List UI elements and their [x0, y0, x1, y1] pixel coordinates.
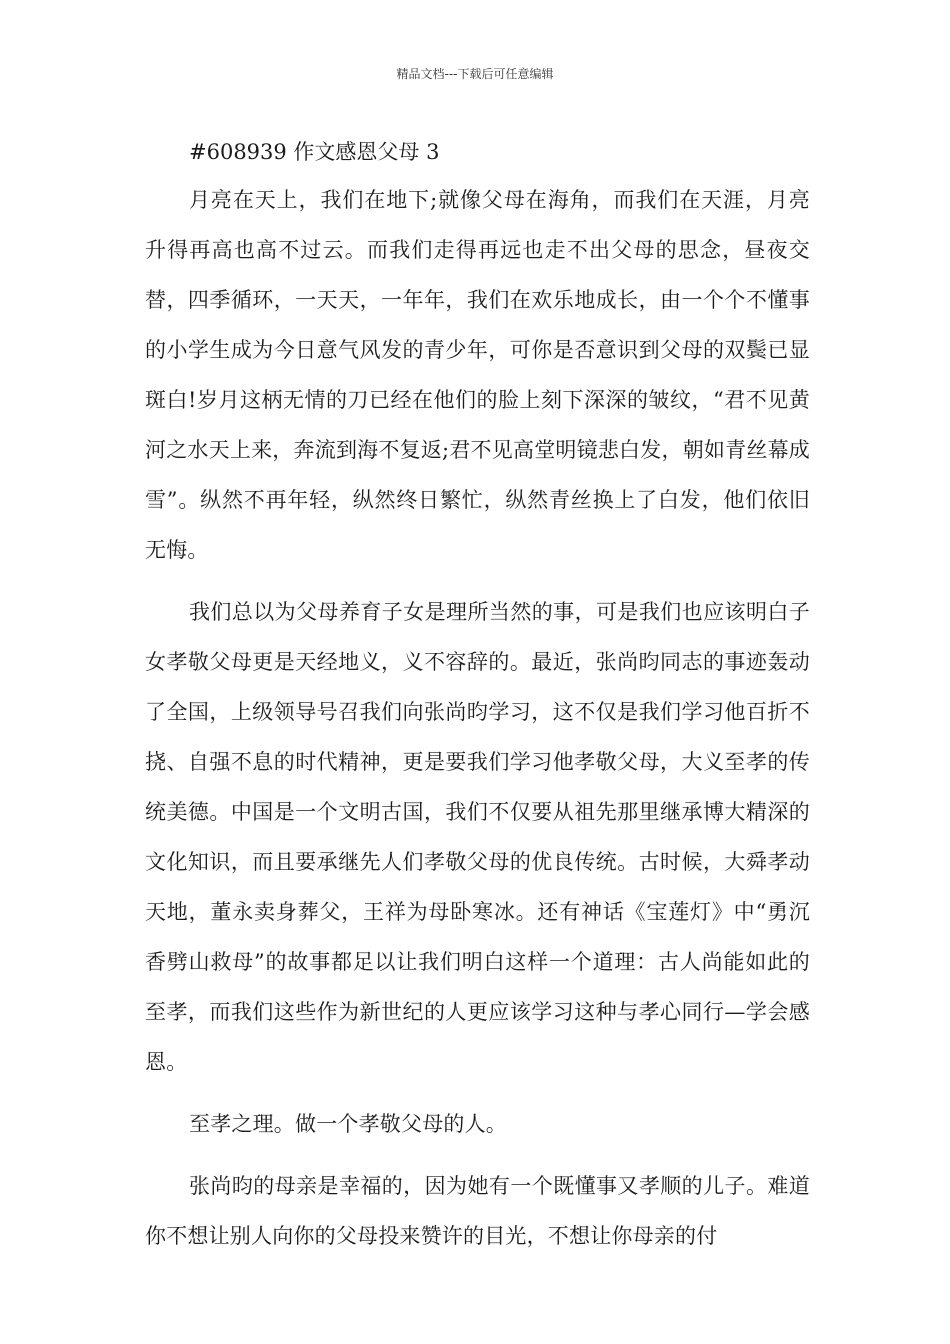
essay-title: #608939 作文感恩父母 3	[189, 140, 440, 164]
document-body	[145, 133, 810, 1261]
paragraph-3: 至孝之理。做一个孝敬父母的人。	[189, 1112, 507, 1136]
page-header: 精品文档---下载后可任意编辑	[396, 67, 554, 81]
paragraph-1: 月亮在天上，我们在地下;就像父母在海角，而我们在天涯，月亮升得再高也高不过云。而我们走得再远也走不出父母的思念，昼夜交替，四季循环，一天天，一年年，我们在欢乐地成长，由一个个不懂事的小学生成为今日意气风发的青少年，可你是否意识到父母的双鬓已显斑白!岁月这柄无情的刀已经在他们的脸上刻下深深的皱纹，“君不见黄河之水天上来，奔流到海不复返;君不见高堂明镜悲白发，朝如青丝幕成雪”。纵然不再年轻，纵然终日繁忙，纵然青丝换上了白发，他们依旧无悔。	[145, 188, 810, 562]
paragraph-2: 我们总以为父母养育子女是理所当然的事，可是我们也应该明白子女孝敬父母更是天经地义，义不容辞的。最近，张尚昀同志的事迹轰动了全国，上级领导号召我们向张尚昀学习，这不仅是我们学习他百折不挠、自强不息的时代精神，更是要我们学习他孝敬父母，大义至孝的传统美德。中国是一个文明古国，我们不仅要从祖先那里继承博大精深的文化知识，而且要承继先人们孝敬父母的优良传统。古时候，大舜孝动天地，董永卖身葬父，王祥为母卧寒冰。还有神话《宝莲灯》中“勇沉香劈山救母”的故事都足以让我们明白这样一个道理：古人尚能如此的至孝，而我们这些作为新世纪的人更应该学习这种与孝心同行—学会感恩。	[145, 600, 810, 1074]
paragraph-4: 张尚昀的母亲是幸福的，因为她有一个既懂事又孝顺的儿子。难道你不想让别人向你的父母投来赞许的目光，不想让你母亲的付	[145, 1174, 810, 1248]
